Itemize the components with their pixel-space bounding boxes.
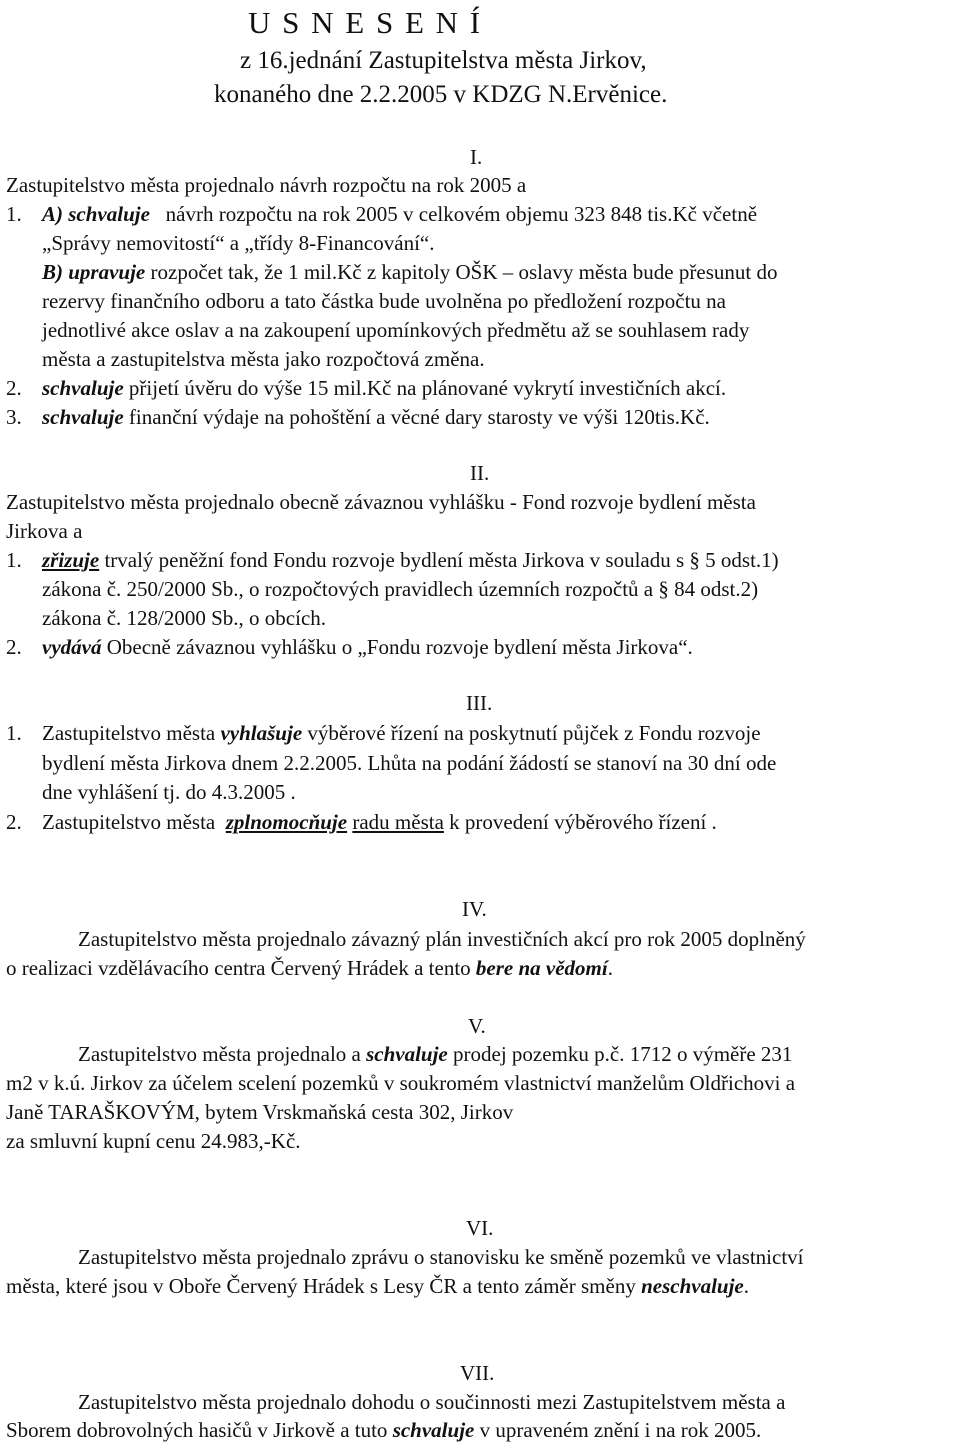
item-number: 1. [6, 721, 22, 745]
item-number: 3. [6, 405, 22, 429]
s1-item1-line5: jednotlivé akce oslav a na zakoupení upomínkových předmětu až se souhlasem rady [42, 318, 750, 342]
emphasis: zřizuje [42, 548, 100, 572]
section-2-heading: II. [470, 461, 490, 485]
s7-line1: Zastupitelstvo města projednalo dohodu o součinnosti mezi Zastupitelstvem města a [78, 1390, 786, 1414]
emphasis: B) upravuje [42, 260, 146, 284]
section-7-heading: VII. [460, 1361, 495, 1385]
emphasis: A) schvaluje [42, 202, 150, 226]
section-5-heading: V. [468, 1014, 486, 1038]
item-number: 1. [6, 202, 22, 226]
s4-line2 [6, 955, 613, 981]
s3-item1-line1 [42, 720, 761, 746]
s1-item1-line4: rezervy finančního odboru a tato částka bude uvolněna po předložení rozpočtu na [42, 289, 726, 313]
text: trvalý peněžní fond Fondu rozvoje bydlení města Jirkova v souladu s § 5 odst.1) [104, 548, 779, 572]
emphasis: schvaluje [42, 405, 124, 429]
s1-item1-line6: města a zastupitelstva města jako rozpočtová změna. [42, 347, 485, 371]
text: o realizaci vzdělávacího centra Červený Hrádek a tento [6, 956, 471, 980]
s1-item3 [42, 404, 710, 430]
s5-line3: Janě TARAŠKOVÝM, bytem Vrskmaňská cesta 302, Jirkov [6, 1100, 514, 1124]
s2-item1-line2: zákona č. 250/2000 Sb., o rozpočtových pravidlech územních rozpočtů a § 84 odst.2) [42, 577, 759, 601]
text: finanční výdaje na pohoštění a věcné dary starosty ve výši 120tis.Kč. [128, 405, 710, 429]
s1-item2 [42, 375, 726, 401]
header-line-2: konaného dne 2.2.2005 v KDZG N.Ervěnice. [214, 81, 668, 108]
item-number: 2. [6, 635, 22, 659]
text: prodej pozemku p.č. 1712 o výměře 231 [453, 1042, 793, 1066]
emphasis: schvaluje [42, 376, 124, 400]
section-2-intro-2: Jirkova a [6, 519, 83, 543]
s1-item1-line3 [42, 259, 954, 285]
text: návrh rozpočtu na rok 2005 v celkovém objemu 323 848 tis.Kč včetně [165, 202, 758, 226]
section-1-intro: Zastupitelstvo města projednalo návrh rozpočtu na rok 2005 a [6, 173, 527, 197]
header-line-1: z 16.jednání Zastupitelstva města Jirkov, [240, 47, 647, 74]
s2-item1-line1 [42, 547, 779, 573]
emphasis: zplnomocňuje [225, 810, 348, 834]
s5-line4: za smluvní kupní cenu 24.983,-Kč. [6, 1129, 301, 1153]
text: přijetí úvěru do výše 15 mil.Kč na plánované vykrytí investičních akcí. [128, 376, 727, 400]
item-number: 2. [6, 376, 22, 400]
underlined-text: radu města [352, 810, 444, 834]
emphasis: vyhlašuje [220, 721, 303, 745]
text: Zastupitelstvo města projednalo a [78, 1042, 361, 1066]
s7-line2 [6, 1417, 761, 1443]
s1-item1-line2: „Správy nemovitostí“ a „třídy 8-Financování“. [42, 231, 435, 255]
item-number: 2. [6, 810, 22, 834]
emphasis: neschvaluje [641, 1274, 744, 1298]
emphasis: vydává [42, 635, 102, 659]
text: v upraveném znění i na rok 2005. [479, 1418, 762, 1442]
s6-line2 [6, 1273, 749, 1299]
s5-line1 [78, 1041, 792, 1067]
s6-line1: Zastupitelstvo města projednalo zprávu o stanovisku ke směně pozemků ve vlastnictví [78, 1245, 804, 1269]
text: rozpočet tak, že 1 mil.Kč z kapitoly OŠK – oslavy města bude přesunut do [150, 260, 778, 284]
document-title: U S N E S E N Í [248, 5, 483, 40]
text: Sborem dobrovolných hasičů v Jirkově a tuto [6, 1418, 388, 1442]
s2-item1-line3: zákona č. 128/2000 Sb., o obcích. [42, 606, 327, 630]
text: Zastupitelstvo města [42, 721, 216, 745]
s2-item2 [42, 634, 693, 660]
text: Obecně závaznou vyhlášku o „Fondu rozvoje bydlení města Jirkova“. [106, 635, 693, 659]
s5-line2: m2 v k.ú. Jirkov za účelem scelení pozemků v soukromém vlastnictví manželům Oldřichovi a [6, 1071, 796, 1095]
text: . [743, 1274, 749, 1298]
text: Zastupitelstvo města [42, 810, 216, 834]
s3-item2 [42, 809, 717, 835]
emphasis: schvaluje [392, 1418, 475, 1442]
s4-line1: Zastupitelstvo města projednalo závazný plán investičních akcí pro rok 2005 doplněný [78, 927, 806, 951]
section-1-heading: I. [470, 145, 483, 169]
s3-item1-line3: dne vyhlášení tj. do 4.3.2005 . [42, 780, 296, 804]
section-2-intro-1: Zastupitelstvo města projednalo obecně závaznou vyhlášku - Fond rozvoje bydlení města [6, 490, 756, 514]
s1-item1-line1 [42, 201, 954, 227]
section-3-heading: III. [466, 691, 493, 715]
s3-item1-line2: bydlení města Jirkova dnem 2.2.2005. Lhůta na podání žádostí se stanoví na 30 dní ode [42, 751, 777, 775]
emphasis: bere na vědomí [475, 956, 608, 980]
item-number: 1. [6, 548, 22, 572]
text: výběrové řízení na poskytnutí půjček z Fondu rozvoje [307, 721, 761, 745]
text: k provedení výběrového řízení . [449, 810, 717, 834]
section-6-heading: VI. [466, 1216, 494, 1240]
emphasis: schvaluje [366, 1042, 448, 1066]
text: města, které jsou v Oboře Červený Hrádek s Lesy ČR a tento záměr směny [6, 1274, 636, 1298]
section-4-heading: IV. [462, 897, 487, 921]
text: . [607, 956, 613, 980]
